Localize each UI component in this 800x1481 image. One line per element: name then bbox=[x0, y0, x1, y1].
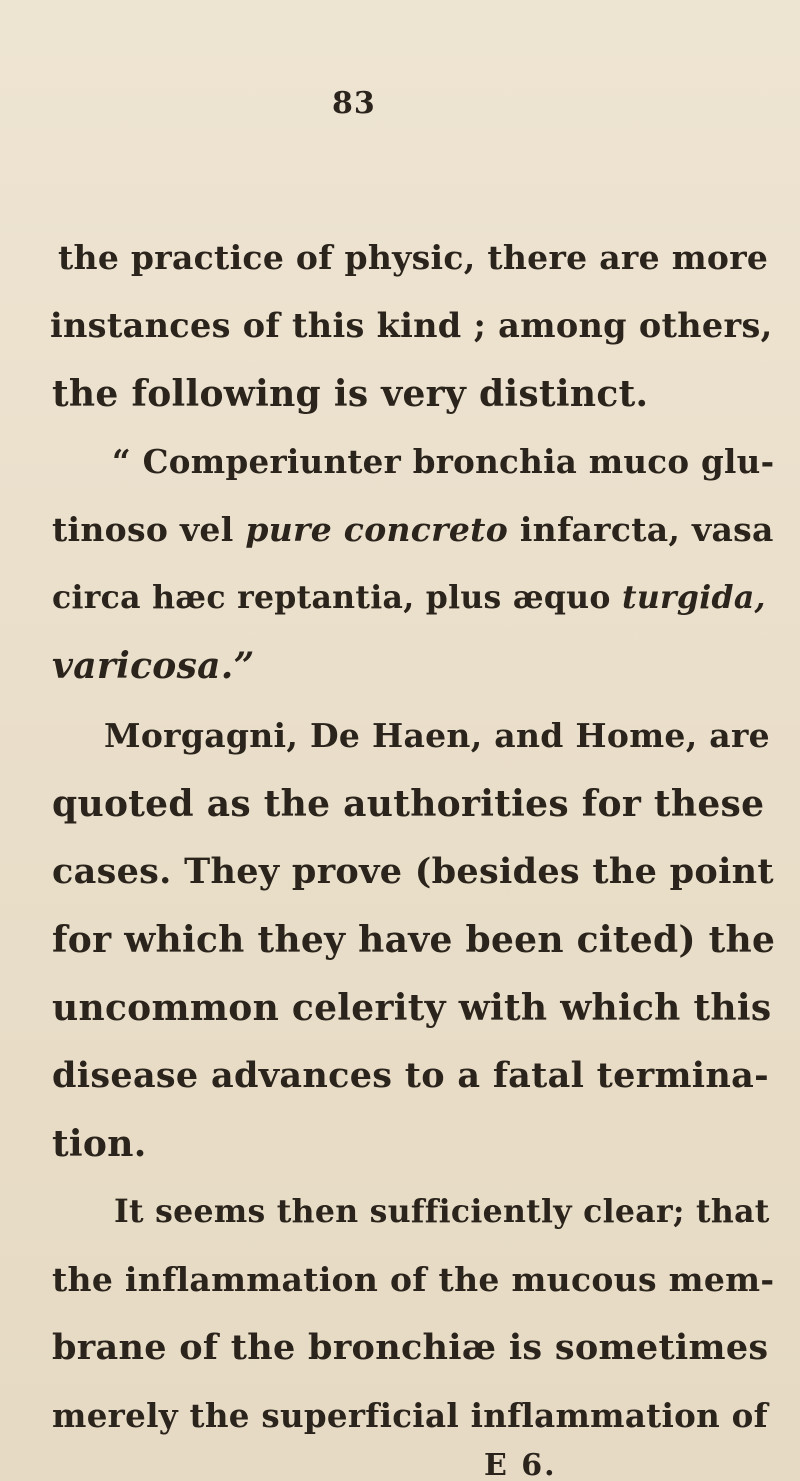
text-line-1: the practice of physic, there are more bbox=[58, 238, 769, 277]
text-line-6-part-1: circa hæc reptantia, plus æquo bbox=[52, 579, 622, 616]
text-line-5-italic: pure concreto bbox=[245, 510, 509, 549]
text-line-17: brane of the bronchiæ is sometimes bbox=[52, 1327, 769, 1368]
text-line-10: cases. They prove (besides the point bbox=[52, 851, 774, 892]
text-line-6 bbox=[52, 578, 766, 618]
text-line-5-part-1: tinoso vel bbox=[52, 510, 246, 549]
text-line-18: merely the superficial inflammation of bbox=[52, 1396, 768, 1435]
text-line-12: uncommon celerity with which this bbox=[52, 987, 772, 1029]
text-line-5-part-3: infarcta, vasa bbox=[508, 510, 774, 549]
page-number: 83 bbox=[332, 86, 376, 121]
text-line-7: varicosa.” bbox=[52, 645, 255, 687]
signature-mark: E 6. bbox=[484, 1448, 557, 1481]
text-line-6-italic: turgida, bbox=[621, 579, 766, 616]
text-line-11: for which they have been cited) the bbox=[52, 919, 776, 961]
text-line-9: quoted as the authorities for these bbox=[52, 783, 765, 825]
text-line-3: the following is very distinct. bbox=[52, 373, 649, 415]
text-line-14: tion. bbox=[52, 1123, 147, 1165]
text-line-13: disease advances to a fatal termina- bbox=[52, 1055, 769, 1096]
text-line-4: “ Comperiunter bronchia muco glu- bbox=[112, 442, 775, 481]
text-line-2: instances of this kind ; among others, bbox=[50, 306, 773, 345]
text-line-8: Morgagni, De Haen, and Home, are bbox=[104, 716, 770, 755]
text-line-16: the inflammation of the mucous mem- bbox=[52, 1260, 775, 1299]
text-line-5 bbox=[52, 510, 774, 550]
text-line-15: It seems then sufficiently clear; that bbox=[114, 1193, 770, 1230]
